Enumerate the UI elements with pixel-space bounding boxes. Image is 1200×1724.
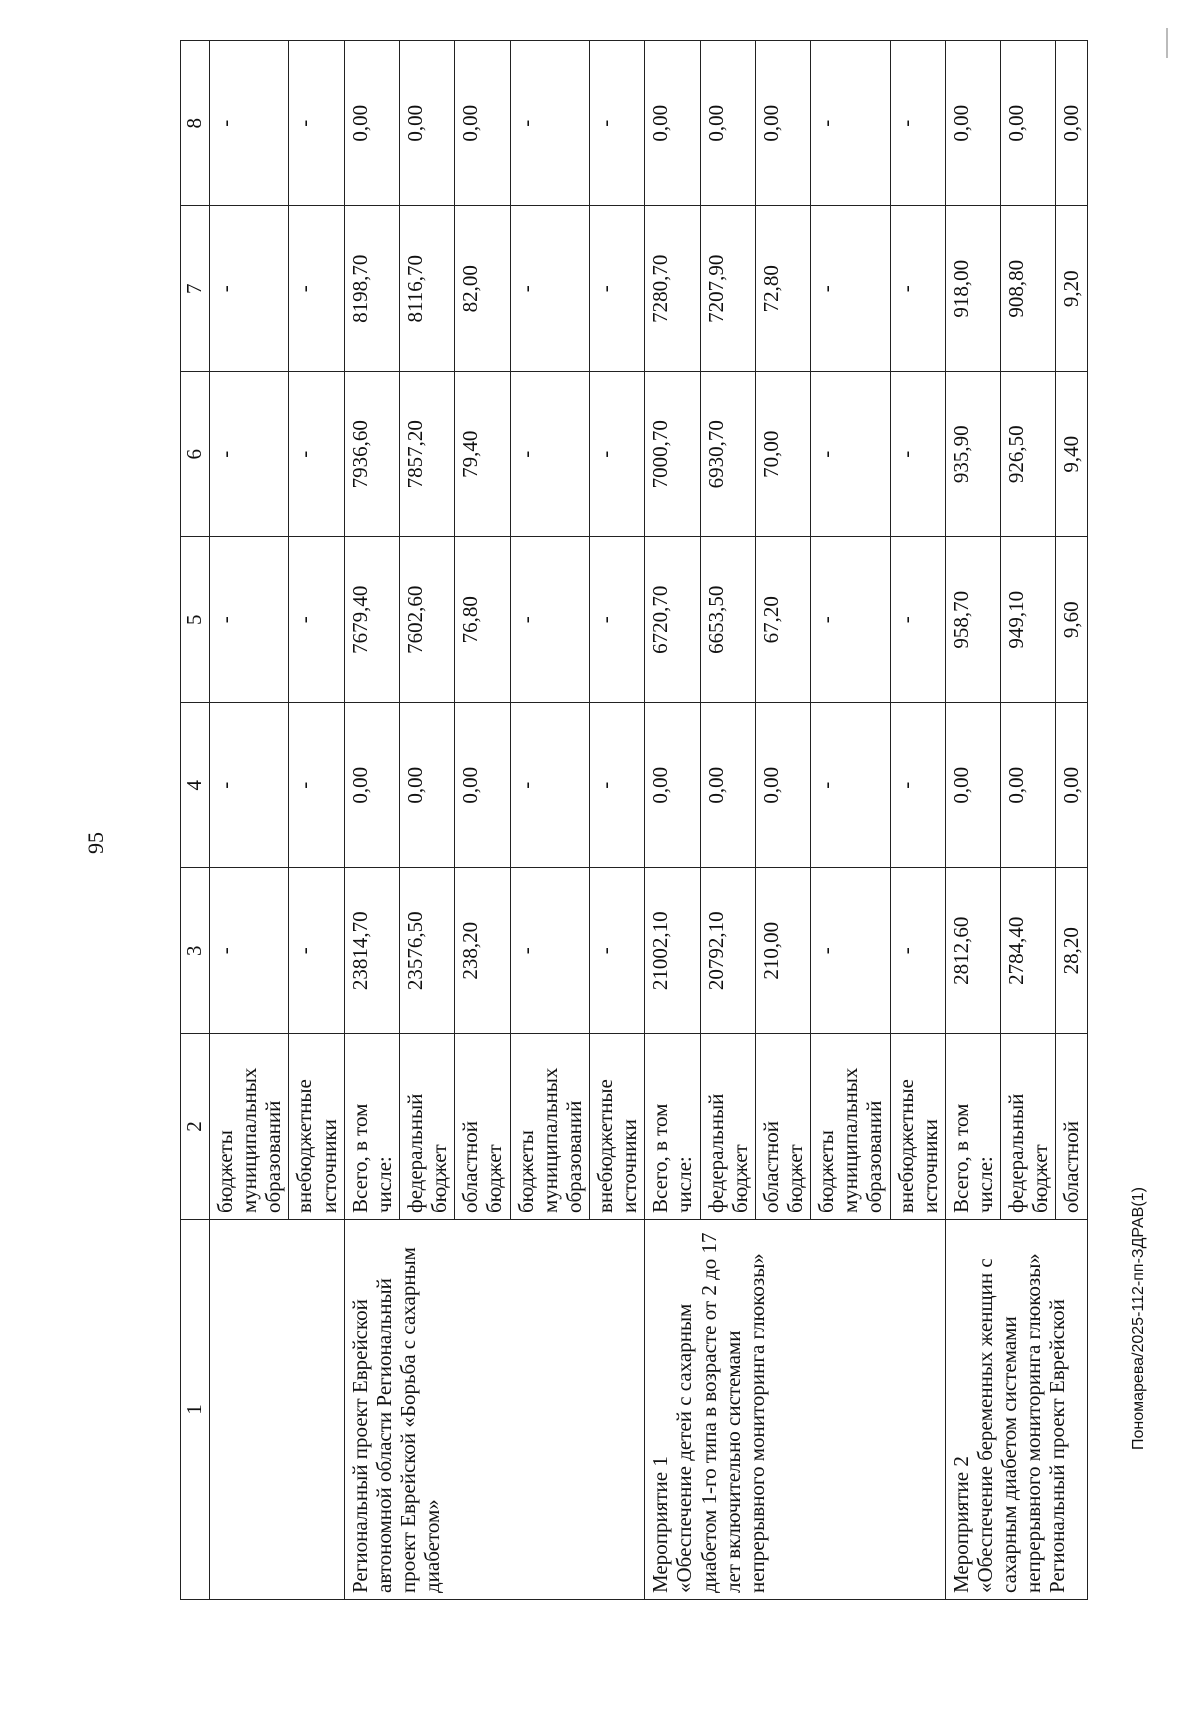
funding-source: областной	[1056, 1034, 1087, 1220]
value-cell: -	[890, 537, 945, 703]
value-cell: 9,40	[1056, 372, 1087, 538]
value-cell: 935,90	[945, 372, 1000, 538]
value-cell: -	[210, 206, 289, 372]
value-cell: 6653,50	[700, 537, 755, 703]
value-cell: -	[510, 372, 589, 538]
value-cell: -	[589, 703, 644, 869]
header-col-1: 1	[181, 1220, 210, 1600]
funding-source: Всего, в том числе:	[344, 1034, 399, 1220]
value-cell: 0,00	[1056, 703, 1087, 869]
value-cell: -	[811, 41, 890, 207]
value-cell: 0,00	[645, 41, 700, 207]
funding-source: федеральный бюджет	[1001, 1034, 1056, 1220]
value-cell: 0,00	[455, 703, 510, 869]
value-cell: 28,20	[1056, 868, 1087, 1034]
value-cell: -	[510, 206, 589, 372]
value-cell: 908,80	[1001, 206, 1056, 372]
value-cell: 0,00	[399, 703, 454, 869]
value-cell: -	[210, 372, 289, 538]
table-row	[945, 41, 1000, 1600]
value-cell: 0,00	[755, 41, 810, 207]
value-cell: -	[510, 703, 589, 869]
value-cell: -	[589, 372, 644, 538]
value-cell: -	[890, 372, 945, 538]
funding-source: внебюджетные источники	[289, 1034, 344, 1220]
value-cell: -	[289, 537, 344, 703]
value-cell: 0,00	[700, 41, 755, 207]
regional-project-text: Региональный проект Еврейской автономной области Региональный проект Еврейской «Борьба с сахарным диабетом»	[347, 1247, 445, 1593]
value-cell: -	[210, 868, 289, 1034]
funding-source: бюджеты муниципальных образований	[210, 1034, 289, 1220]
value-cell: 918,00	[945, 206, 1000, 372]
funding-source: Всего, в том числе:	[945, 1034, 1000, 1220]
header-col-4: 4	[181, 703, 210, 869]
value-cell: 7936,60	[344, 372, 399, 538]
value-cell: -	[589, 868, 644, 1034]
funding-source: внебюджетные источники	[589, 1034, 644, 1220]
value-cell: 949,10	[1001, 537, 1056, 703]
measure-1-title: Мероприятие 1	[648, 1456, 673, 1593]
value-cell: 67,20	[755, 537, 810, 703]
budget-table	[180, 40, 1088, 1600]
value-cell: 210,00	[755, 868, 810, 1034]
measure-1-text: «Обеспечение детей с сахарным диабетом 1-го типа в возрасте от 2 до 17 лет включительно системами непрерывного мониторинга глюкозы»	[672, 1232, 769, 1593]
value-cell: -	[890, 868, 945, 1034]
value-cell: -	[811, 206, 890, 372]
value-cell: 82,00	[455, 206, 510, 372]
value-cell: 23576,50	[399, 868, 454, 1034]
value-cell: 2784,40	[1001, 868, 1056, 1034]
header-col-5: 5	[181, 537, 210, 703]
value-cell: -	[890, 41, 945, 207]
value-cell: -	[289, 868, 344, 1034]
document-footer: Пономарева/2025-112-пп-ЗДРАВ(1)	[1130, 1187, 1147, 1450]
value-cell: -	[811, 372, 890, 538]
value-cell: 7207,90	[700, 206, 755, 372]
value-cell: -	[510, 41, 589, 207]
funding-source: областной бюджет	[755, 1034, 810, 1220]
funding-source: бюджеты муниципальных образований	[510, 1034, 589, 1220]
value-cell: -	[589, 206, 644, 372]
value-cell: 7000,70	[645, 372, 700, 538]
value-cell: 0,00	[455, 41, 510, 207]
value-cell: -	[210, 537, 289, 703]
funding-source: бюджеты муниципальных образований	[811, 1034, 890, 1220]
table-row	[210, 41, 289, 1600]
page-number: 95	[83, 832, 108, 854]
value-cell: -	[210, 703, 289, 869]
value-cell: 0,00	[700, 703, 755, 869]
value-cell: 0,00	[399, 41, 454, 207]
measure-2-cell	[945, 1220, 1087, 1600]
funding-source: Всего, в том числе:	[645, 1034, 700, 1220]
header-col-6: 6	[181, 372, 210, 538]
empty-group-cell	[210, 1220, 345, 1600]
value-cell: 7857,20	[399, 372, 454, 538]
value-cell: 8116,70	[399, 206, 454, 372]
table-row	[344, 41, 399, 1600]
value-cell: 9,60	[1056, 537, 1087, 703]
value-cell: -	[811, 703, 890, 869]
value-cell: 7679,40	[344, 537, 399, 703]
value-cell: 6930,70	[700, 372, 755, 538]
value-cell: 20792,10	[700, 868, 755, 1034]
funding-source: областной бюджет	[455, 1034, 510, 1220]
value-cell: -	[289, 41, 344, 207]
funding-source: федеральный бюджет	[700, 1034, 755, 1220]
value-cell: 0,00	[1001, 703, 1056, 869]
value-cell: 23814,70	[344, 868, 399, 1034]
header-col-3: 3	[181, 868, 210, 1034]
value-cell: -	[289, 372, 344, 538]
value-cell: 2812,60	[945, 868, 1000, 1034]
value-cell: 72,80	[755, 206, 810, 372]
value-cell: 21002,10	[645, 868, 700, 1034]
measure-1-cell	[645, 1220, 946, 1600]
header-col-8: 8	[181, 41, 210, 207]
value-cell: -	[210, 41, 289, 207]
regional-project-cell	[344, 1220, 645, 1600]
value-cell: 926,50	[1001, 372, 1056, 538]
measure-2-tail: Региональный проект Еврейской	[1045, 1299, 1070, 1593]
rotated-page-content	[180, 40, 1180, 1600]
measure-2-text: «Обеспечение беременных женщин с сахарным диабетом системами непрерывного мониторинга глюкозы»	[972, 1253, 1046, 1593]
value-cell: 0,00	[344, 703, 399, 869]
value-cell: 7280,70	[645, 206, 700, 372]
value-cell: -	[811, 868, 890, 1034]
value-cell: -	[811, 537, 890, 703]
value-cell: -	[289, 206, 344, 372]
value-cell: -	[289, 703, 344, 869]
value-cell: -	[589, 537, 644, 703]
value-cell: 8198,70	[344, 206, 399, 372]
value-cell: 0,00	[344, 41, 399, 207]
value-cell: -	[510, 537, 589, 703]
value-cell: 0,00	[755, 703, 810, 869]
value-cell: 0,00	[945, 41, 1000, 207]
table-header-row	[181, 41, 210, 1600]
value-cell: 70,00	[755, 372, 810, 538]
value-cell: 76,80	[455, 537, 510, 703]
value-cell: 958,70	[945, 537, 1000, 703]
funding-source: федеральный бюджет	[399, 1034, 454, 1220]
value-cell: 9,20	[1056, 206, 1087, 372]
value-cell: 0,00	[945, 703, 1000, 869]
value-cell: 79,40	[455, 372, 510, 538]
value-cell: -	[510, 868, 589, 1034]
value-cell: -	[589, 41, 644, 207]
value-cell: -	[890, 703, 945, 869]
header-col-7: 7	[181, 206, 210, 372]
value-cell: 6720,70	[645, 537, 700, 703]
measure-2-title: Мероприятие 2	[948, 1456, 973, 1593]
funding-source: внебюджетные источники	[890, 1034, 945, 1220]
table-row	[645, 41, 700, 1600]
value-cell: 0,00	[645, 703, 700, 869]
value-cell: 0,00	[1001, 41, 1056, 207]
value-cell: 0,00	[1056, 41, 1087, 207]
value-cell: 238,20	[455, 868, 510, 1034]
header-col-2: 2	[181, 1034, 210, 1220]
value-cell: 7602,60	[399, 537, 454, 703]
value-cell: -	[890, 206, 945, 372]
